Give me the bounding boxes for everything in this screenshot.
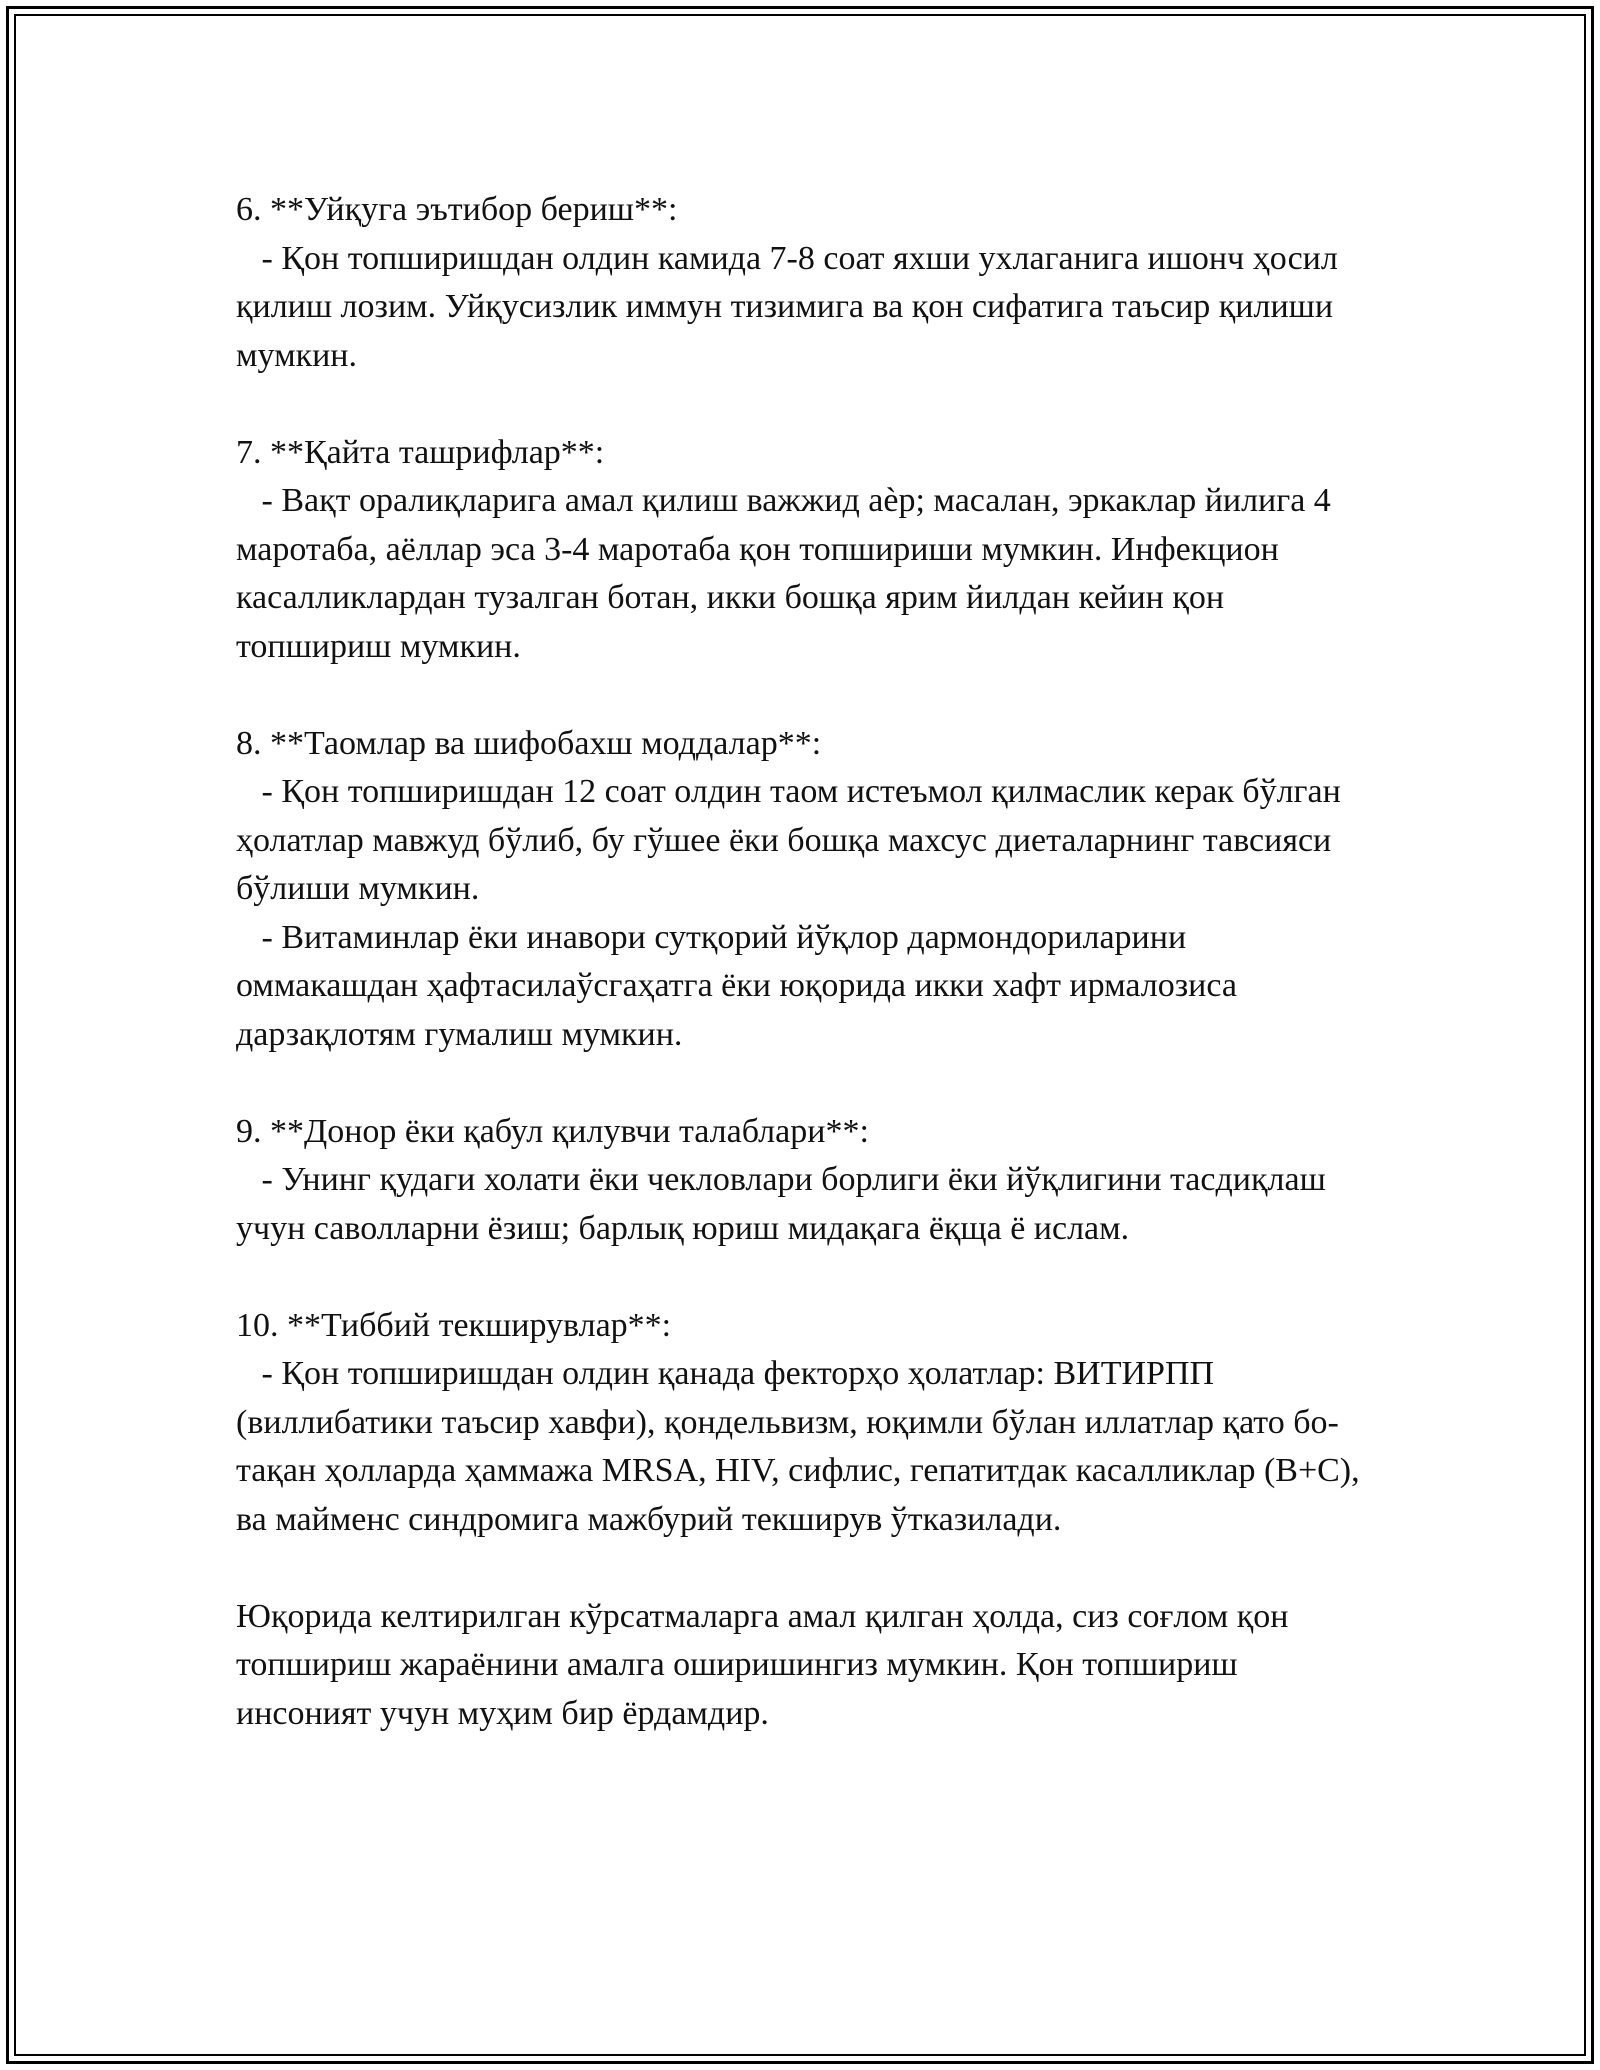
section-bullet: - Унинг қудаги холати ёки чекловлари борлиги ёки йўқлигини тасдиқлаш учун саволларни ёзиш; барлық юриш мидақага ёқща ё ислам. xyxy=(236,1161,1335,1247)
section-8 xyxy=(236,720,1366,1060)
section-heading: 7. **Қайта ташрифлар**: xyxy=(236,433,605,471)
section-bullet: - Вақт оралиқларига амал қилиш важжид аѐр; масалан, эркаклар йилига 4 маротаба, аёллар эса 3-4 маротаба қон топшириши мумкин. Инфекцион касалликлардан тузалган ботан, икки бошқа ярим йилдан кейин қон топшириш мумкин. xyxy=(236,482,1340,665)
section-6 xyxy=(236,186,1366,380)
document-body xyxy=(236,186,1369,1738)
section-10 xyxy=(236,1302,1369,1545)
section-7 xyxy=(236,429,1366,672)
section-bullet: - Қон топширишдан олдин қанада фекторҳо ҳолатлар: ВИТИРПП (виллибатики таъсир хавфи), қондельвизм, юқимли бўлан иллатлар қато бо-тақан ҳолларда ҳаммажа MRSA, HIV, сифлис, гепатитдак касалликлар (B+C), ва майменс синдромига мажбурий текширув ўтказилади. xyxy=(236,1355,1369,1538)
section-bullet: - Қон топширишдан олдин камида 7-8 соат яхши ухлаганига ишонч ҳосил қилиш лозим. Уйқусизлик иммун тизимига ва қон сифатига таъсир қилиши мумкин. xyxy=(236,239,1347,374)
paragraph-gap xyxy=(236,1059,1366,1108)
section-bullet: - Витаминлар ёки инавори сутқорий йўқлор дармондориларини оммакашдан ҳафтасилаўсгаҳатга ёки юқорида икки хафт ирмалозиса дарзақлотям гумалиш мумкин. xyxy=(236,918,1246,1053)
closing-paragraph: Юқорида келтирилган кўрсатмаларга амал қилган ҳолда, сиз соғлом қон топшириш жараёнини амалга оширишингиз мумкин. Қон топшириш инсоният учун муҳим бир ёрдамдир. xyxy=(236,1597,1289,1732)
paragraph-gap xyxy=(236,1544,1366,1593)
section-bullet: - Қон топширишдан 12 соат олдин таом истеъмол қилмаслик керак бўлган ҳолатлар мавжуд бўлиб, бу гўшее ёки бошқа махсус диеталарнинг тавсияси бўлиши мумкин. xyxy=(236,773,1350,907)
section-heading: 8. **Таомлар ва шифобахш моддалар**: xyxy=(236,724,822,762)
section-heading: 9. **Донор ёки қабул қилувчи талаблари**: xyxy=(236,1112,869,1150)
paragraph-gap xyxy=(236,671,1366,720)
paragraph-gap xyxy=(236,1253,1366,1302)
paragraph-gap xyxy=(236,380,1366,429)
section-heading: 6. **Уйқуга эътибор бериш**: xyxy=(236,191,678,228)
section-9 xyxy=(236,1108,1366,1254)
section-heading: 10. **Тиббий текширувлар**: xyxy=(236,1306,672,1344)
